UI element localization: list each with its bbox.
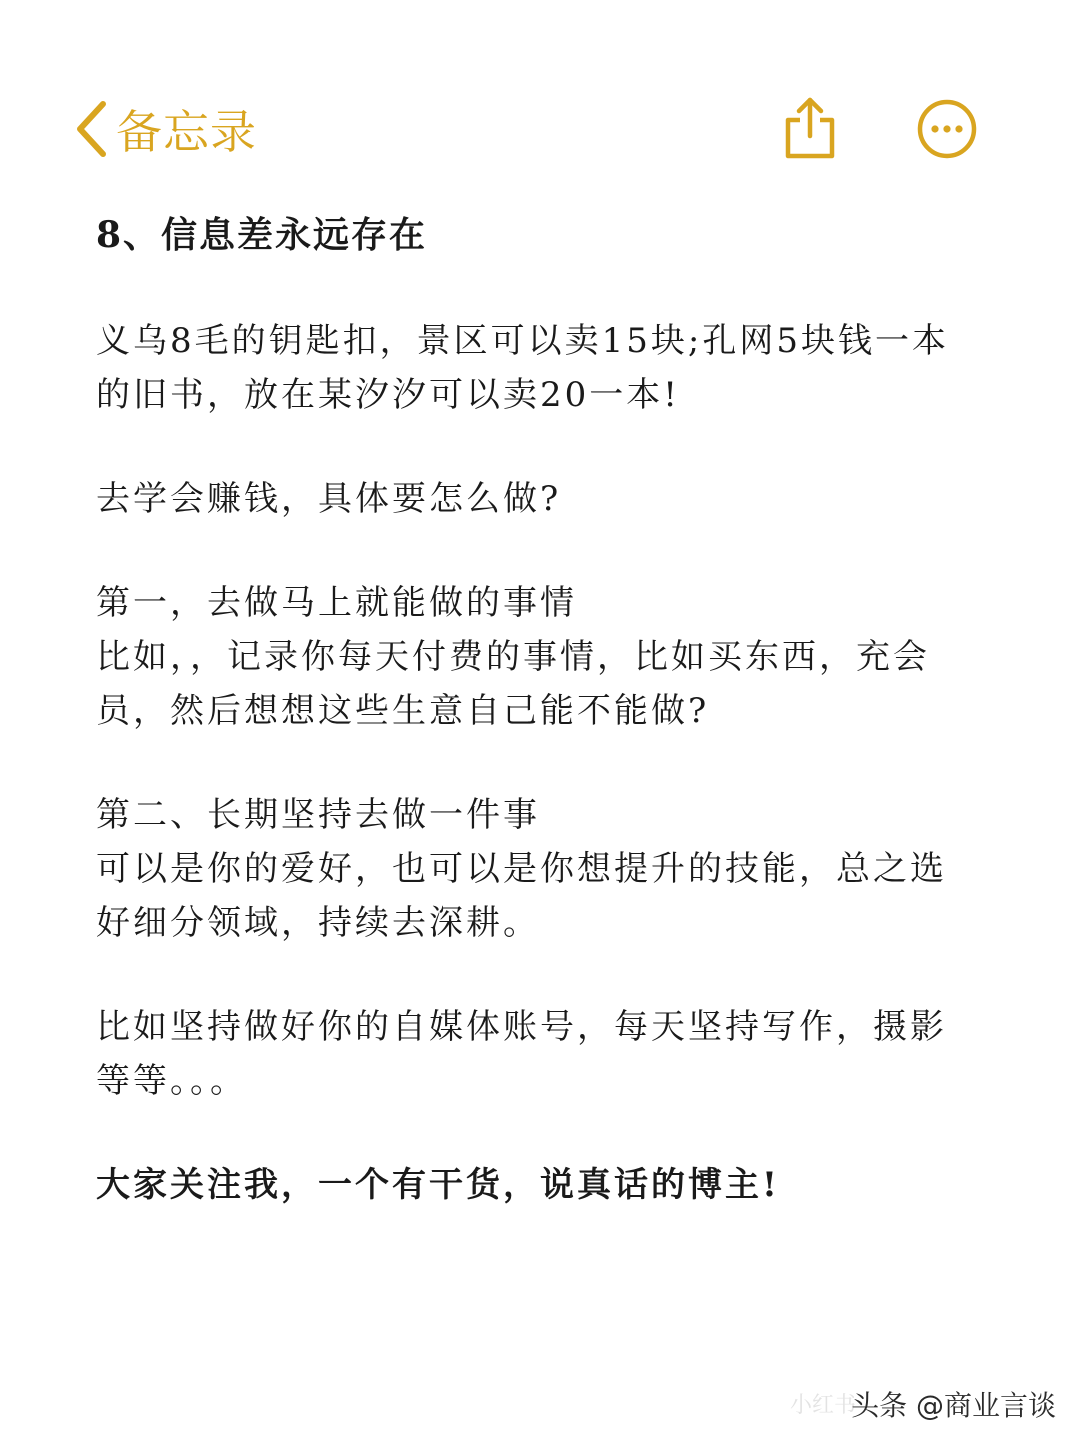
back-button[interactable] [74, 94, 257, 164]
note-paragraph-step-2: 可以是你的爱好，也可以是你想提升的技能，总之选好细分领域，持续去深耕。 [96, 849, 947, 943]
chevron-left-icon [74, 100, 108, 158]
back-label: 备忘录 [116, 105, 257, 159]
share-icon [780, 145, 840, 164]
note-paragraph-step-1: 比如，，记录你每天付费的事情，比如买东西，充会员，然后想想这些生意自己能不能做? [96, 637, 930, 731]
note-body[interactable] [96, 208, 976, 1212]
navigation-bar [0, 92, 1080, 172]
note-closing-line: 大家关注我，一个有干货，说真话的博主! [96, 1165, 780, 1205]
faint-watermark: 小红书 [790, 1393, 857, 1418]
note-paragraph-2: 去学会赚钱，具体要怎么做? [96, 479, 562, 519]
note-heading-step-2: 第二、长期坚持去做一件事 [96, 795, 540, 835]
note-title: 8、信息差永远存在 [96, 214, 428, 256]
note-paragraph-example: 比如坚持做好你的自媒体账号，每天坚持写作，摄影等等。。。 [96, 1007, 947, 1101]
more-icon [916, 145, 978, 164]
share-button[interactable] [780, 96, 840, 160]
more-options-button[interactable] [916, 98, 978, 160]
note-paragraph-1: 义乌8毛的钥匙扣，景区可以卖15块;孔网5块钱一本的旧书，放在某汐汐可以卖20一本! [96, 321, 949, 415]
source-watermark: 头条 @商业言谈 [851, 1389, 1056, 1422]
note-heading-step-1: 第一，去做马上就能做的事情 [96, 583, 577, 623]
